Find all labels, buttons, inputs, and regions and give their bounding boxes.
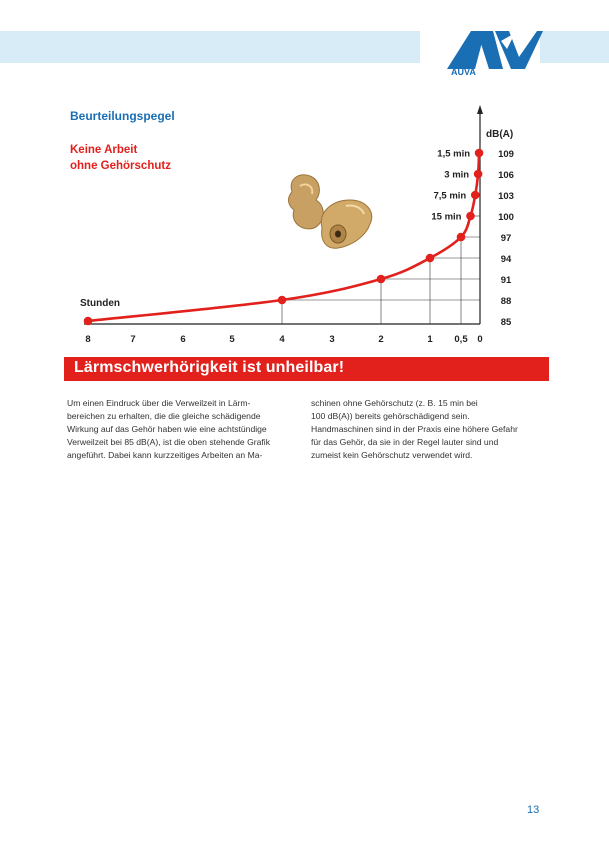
data-point (471, 191, 480, 200)
time-annotation: 3 min (444, 169, 470, 181)
header-band (0, 31, 420, 63)
data-point (426, 254, 435, 263)
body-right-line: Handmaschinen sind in der Praxis eine höhere Gefahr (311, 424, 518, 434)
y-tick-label: 109 (498, 149, 514, 160)
x-tick-label: 3 (329, 334, 335, 345)
y-tick-label: 91 (500, 275, 512, 286)
y-tick-label: 100 (498, 212, 514, 223)
data-point (377, 275, 386, 284)
x-tick-label: 0,5 (454, 334, 468, 345)
x-tick-label: 1 (427, 334, 433, 345)
body-text-right (311, 397, 537, 462)
body-right-line: für das Gehör, da sie in der Regel lauter sind und (311, 437, 499, 447)
x-tick-label: 0 (477, 334, 483, 345)
data-point (474, 170, 483, 179)
y-tick-label: 103 (498, 191, 514, 202)
banner (64, 357, 549, 381)
body-right-line: zumeist kein Gehörschutz verwendet wird. (311, 450, 473, 460)
banner-title: Lärmschwerhörigkeit ist unheilbar! (74, 359, 345, 376)
x-tick-label: 5 (229, 334, 235, 345)
x-tick-labels (85, 334, 482, 345)
x-tick-label: 4 (279, 334, 285, 345)
earplug-illustration (289, 175, 372, 248)
y-axis-label: dB(A) (486, 129, 514, 140)
auva-logo (445, 29, 545, 77)
data-point (84, 317, 93, 326)
body-left-line: bereichen zu erhalten, die die gleiche schädigende (67, 411, 261, 421)
body-left-line: angeführt. Dabei kann kurzzeitiges Arbeiten an Ma- (67, 450, 263, 460)
time-annotation: 7,5 min (433, 190, 467, 202)
y-tick-label: 88 (500, 296, 512, 307)
body-right-line: schinen ohne Gehörschutz (z. B. 15 min bei (311, 398, 478, 408)
section-heading: Beurteilungspegel (70, 109, 175, 123)
time-annotations (431, 149, 470, 223)
x-tick-label: 6 (180, 334, 186, 345)
x-tick-label: 2 (378, 334, 384, 345)
warning-line-1: Keine Arbeit (70, 144, 138, 156)
y-tick-label: 94 (500, 254, 512, 265)
exposure-chart (0, 95, 609, 355)
body-left-line: Um einen Eindruck über die Verweilzeit in Lärm- (67, 398, 251, 408)
body-right-line: 100 dB(A)) bereits gehörschädigend sein. (311, 411, 470, 421)
data-point (466, 212, 475, 221)
y-tick-label: 97 (500, 233, 512, 244)
body-left-line: Verweilzeit bei 85 dB(A), ist die oben stehende Grafik (67, 437, 271, 447)
warning-line-2: ohne Gehörschutz (70, 160, 171, 172)
x-axis-label: Stunden (80, 298, 120, 309)
data-point (475, 149, 484, 158)
chart-axes (84, 105, 483, 324)
time-annotation: 15 min (431, 211, 462, 223)
data-point (457, 233, 466, 242)
y-tick-labels (498, 149, 514, 328)
x-tick-label: 7 (130, 334, 136, 345)
y-tick-label: 106 (498, 170, 514, 181)
x-tick-label: 8 (85, 334, 91, 345)
body-text-left (67, 397, 293, 462)
logo-text: AUVA (451, 67, 476, 77)
time-annotation: 1,5 min (437, 148, 471, 160)
y-tick-label: 85 (500, 317, 512, 328)
header-band-right (540, 31, 609, 63)
body-left-line: Wirkung auf das Gehör haben wie eine achtstündige (67, 424, 267, 434)
data-point (278, 296, 287, 305)
data-markers (84, 149, 484, 326)
page-number: 13 (527, 804, 540, 816)
exposure-curve (88, 153, 479, 321)
